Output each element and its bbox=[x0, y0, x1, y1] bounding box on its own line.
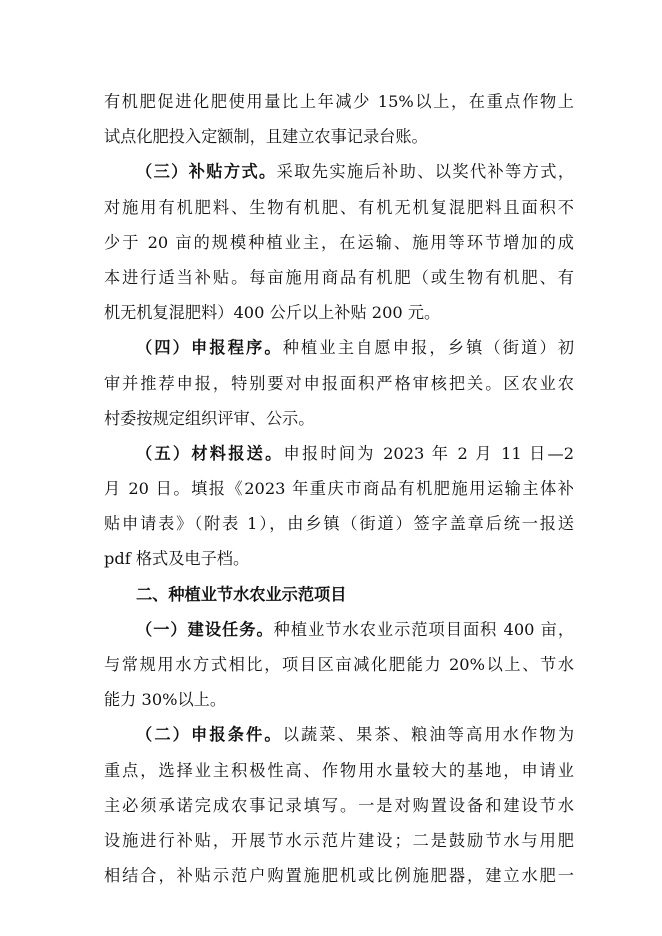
text-line bbox=[104, 84, 574, 119]
line-text: 试点化肥投入定额制，且建立农事记录台账。 bbox=[104, 127, 428, 147]
text-line bbox=[104, 260, 574, 295]
text-line bbox=[104, 366, 574, 401]
text-line bbox=[104, 154, 574, 189]
line-text: 以蔬菜、果茶、粮油等高用水作物为 bbox=[282, 725, 574, 745]
subsection-heading: （一）建设任务。 bbox=[136, 619, 274, 639]
line-text: 主必须承诺完成农事记录填写。一是对购置设备和建设节水 bbox=[104, 795, 574, 815]
text-line bbox=[104, 612, 574, 647]
text-line bbox=[104, 330, 574, 365]
line-text: 相结合，补贴示范户购置施肥机或比例施肥器，建立水肥一 bbox=[104, 866, 574, 886]
line-text: 本进行适当补贴。每亩施用商品有机肥（或生物有机肥、有 bbox=[104, 267, 574, 287]
section-heading: 二、种植业节水农业示范项目 bbox=[136, 584, 347, 604]
text-line bbox=[104, 717, 574, 752]
line-text: 机无机复混肥料）400 公斤以上补贴 200 元。 bbox=[104, 303, 441, 323]
line-text: 审并推荐申报，特别要对申报面积严格审核把关。区农业农 bbox=[104, 373, 574, 393]
line-text: 能力 30%以上。 bbox=[104, 690, 227, 710]
text-line bbox=[104, 190, 574, 225]
subsection-heading: （四）申报程序。 bbox=[136, 338, 283, 358]
text-line bbox=[104, 119, 574, 154]
line-text: 与常规用水方式相比，项目区亩减化肥能力 20%以上、节水 bbox=[104, 655, 574, 674]
text-line bbox=[104, 225, 574, 260]
text-line bbox=[104, 788, 574, 823]
line-text: 种植业主自愿申报，乡镇（街道）初 bbox=[282, 338, 574, 358]
text-line bbox=[104, 753, 574, 788]
line-text: 月 20 日。填报《2023 年重庆市商品有机肥施用运输主体补 bbox=[104, 479, 574, 499]
text-line bbox=[104, 295, 574, 330]
text-line bbox=[104, 647, 574, 682]
text-line bbox=[104, 506, 574, 541]
line-text: 设施进行补贴，开展节水示范片建设；二是鼓励节水与用肥 bbox=[104, 830, 574, 850]
line-text: 采取先实施后补助、以奖代补等方式， bbox=[276, 162, 574, 182]
line-text: 对施用有机肥料、生物有机肥、有机无机复混肥料且面积不 bbox=[104, 197, 574, 217]
text-line bbox=[104, 858, 574, 893]
line-text: 申报时间为 2023 年 2 月 11 日—2 bbox=[283, 443, 574, 463]
text-line bbox=[104, 682, 574, 717]
line-text: 少于 20 亩的规模种植业主，在运输、施用等环节增加的成 bbox=[104, 232, 574, 252]
line-text: 种植业节水农业示范项目面积 400 亩， bbox=[273, 619, 574, 639]
line-text: 贴申请表》（附表 1），由乡镇（街道）签字盖章后统一报送 bbox=[104, 514, 574, 534]
text-line bbox=[104, 401, 574, 436]
line-text: 有机肥促进化肥使用量比上年减少 15%以上，在重点作物上 bbox=[104, 92, 574, 111]
line-text: 村委按规定组织评审、公示。 bbox=[104, 408, 315, 428]
subsection-heading: （五）材料报送。 bbox=[136, 443, 284, 463]
document-body bbox=[104, 84, 574, 893]
document-page bbox=[104, 84, 574, 893]
text-line bbox=[104, 541, 574, 576]
line-text: pdf 格式及电子档。 bbox=[104, 549, 250, 569]
subsection-heading: （三）补贴方式。 bbox=[136, 162, 277, 182]
text-line bbox=[104, 823, 574, 858]
line-text: 重点，选择业主积极性高、作物用水量较大的基地，申请业 bbox=[104, 760, 574, 780]
subsection-heading: （二）申报条件。 bbox=[136, 725, 283, 745]
text-line bbox=[104, 471, 574, 506]
text-line bbox=[104, 436, 574, 471]
